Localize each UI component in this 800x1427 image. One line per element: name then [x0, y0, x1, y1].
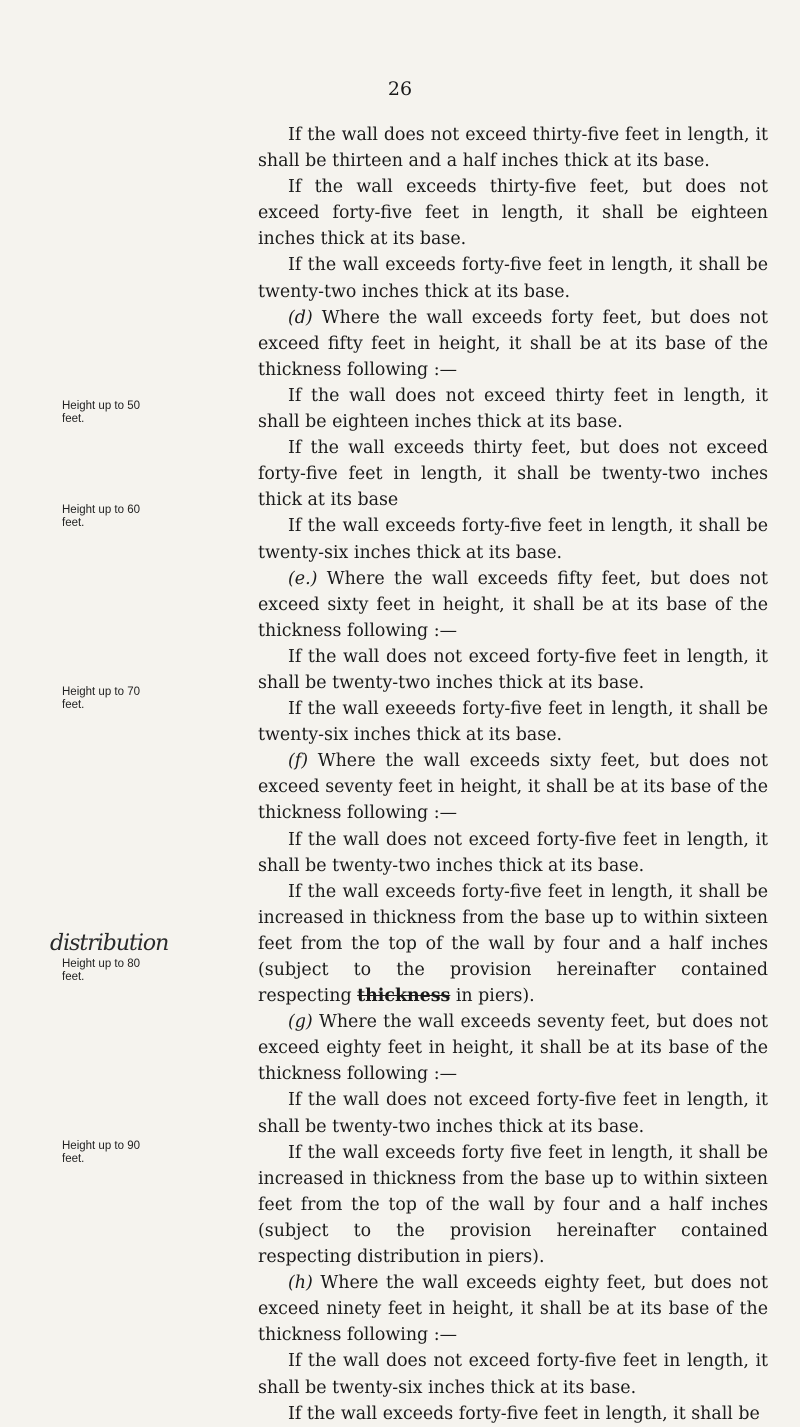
page-number: 26: [387, 78, 413, 100]
clause-text: Where the wall exceeds fifty feet, but does not exceed sixty feet in height, it shall be at its base of the thickness following :—: [258, 568, 768, 641]
margin-note-height-80: Height up to 80 feet.: [62, 958, 141, 983]
paragraph-text: If the wall exceeds forty-five feet in length, it shall be increased in thickness from the base up to within sixteen feet from the top of the wall by four and a half inches (subject to the provision hereinafter contained respecting: [258, 881, 768, 1007]
clause-h: [258, 1270, 768, 1348]
clause-text: Where the wall exceeds eighty feet, but does not exceed ninety feet in height, it shall be at its base of the thickness following :—: [258, 1273, 768, 1346]
body-text: [258, 122, 768, 1427]
struck-word: thickness: [357, 986, 451, 1007]
paragraph: If the wall exceeds forty-five feet in length, it shall be: [288, 1403, 760, 1424]
paragraph: If the wall exceeds forty-five feet in length, it shall be twenty-two inches thick at its base.: [258, 255, 768, 302]
paragraph: If the wall exeeeds forty-five feet in length, it shall be twenty-six inches thick at its base.: [258, 699, 768, 746]
clause-marker: (e.): [288, 568, 318, 589]
paragraph: If the wall does not exceed forty-five feet in length, it shall be twenty-two inches thick at its base.: [258, 646, 768, 693]
margin-note-height-90: Height up to 90 feet.: [62, 1140, 141, 1165]
paragraph: If the wall does not exceed forty-five feet in length, it shall be twenty-six inches thick at its base.: [258, 1351, 768, 1398]
clause-e: [258, 566, 768, 644]
paragraph: If the wall exceeds thirty feet, but does not exceed forty-five feet in length, it shall be twenty-two inches thick at its base: [258, 438, 768, 511]
paragraph: If the wall exceeds thirty-five feet, but does not exceed forty-five feet in length, it shall be eighteen inches thick at its base.: [258, 177, 768, 250]
margin-note-height-60: Height up to 60 feet.: [62, 504, 141, 529]
paragraph-text: in piers).: [450, 986, 535, 1007]
paragraph: If the wall does not exceed thirty-five feet in length, it shall be thirteen and a half inches thick at its base.: [258, 125, 768, 172]
paragraph: If the wall does not exceed forty-five feet in length, it shall be twenty-two inches thick at its base.: [258, 1090, 768, 1137]
margin-note-height-70: Height up to 70 feet.: [62, 686, 141, 711]
margin-note-height-50: Height up to 50 feet.: [62, 400, 141, 425]
paragraph: If the wall does not exceed thirty feet in length, it shall be eighteen inches thick at its base.: [258, 385, 768, 433]
clause-marker: (h): [288, 1273, 313, 1294]
clause-d: [258, 305, 768, 383]
clause-text: Where the wall exceeds seventy feet, but does not exceed eighty feet in height, it shall be at its base of the thickness following :—: [258, 1012, 768, 1085]
clause-g: [258, 1009, 768, 1087]
paragraph: If the wall does not exceed forty-five feet in length, it shall be twenty-two inches thick at its base.: [258, 829, 768, 876]
paragraph: [258, 879, 768, 1009]
paragraph: If the wall exceeds forty-five feet in length, it shall be twenty-six inches thick at its base.: [258, 516, 768, 563]
clause-text: Where the wall exceeds forty feet, but does not exceed fifty feet in height, it shall be at its base of the thickness following :—: [258, 307, 768, 380]
clause-text: Where the wall exceeds sixty feet, but does not exceed seventy feet in height, it shall be at its base of the thickness following :—: [258, 751, 768, 824]
paragraph: If the wall exceeds forty five feet in length, it shall be increased in thickness from the base up to within sixteen feet from the top of the wall by four and a half inches (subject to the provision hereinafter contained respecting distribution in piers).: [258, 1142, 768, 1268]
clause-marker: (g): [288, 1012, 313, 1033]
clause-marker: (f): [288, 751, 309, 772]
clause-f: [258, 748, 768, 826]
handwritten-note: distribution: [50, 931, 169, 956]
clause-marker: (d): [288, 307, 313, 328]
